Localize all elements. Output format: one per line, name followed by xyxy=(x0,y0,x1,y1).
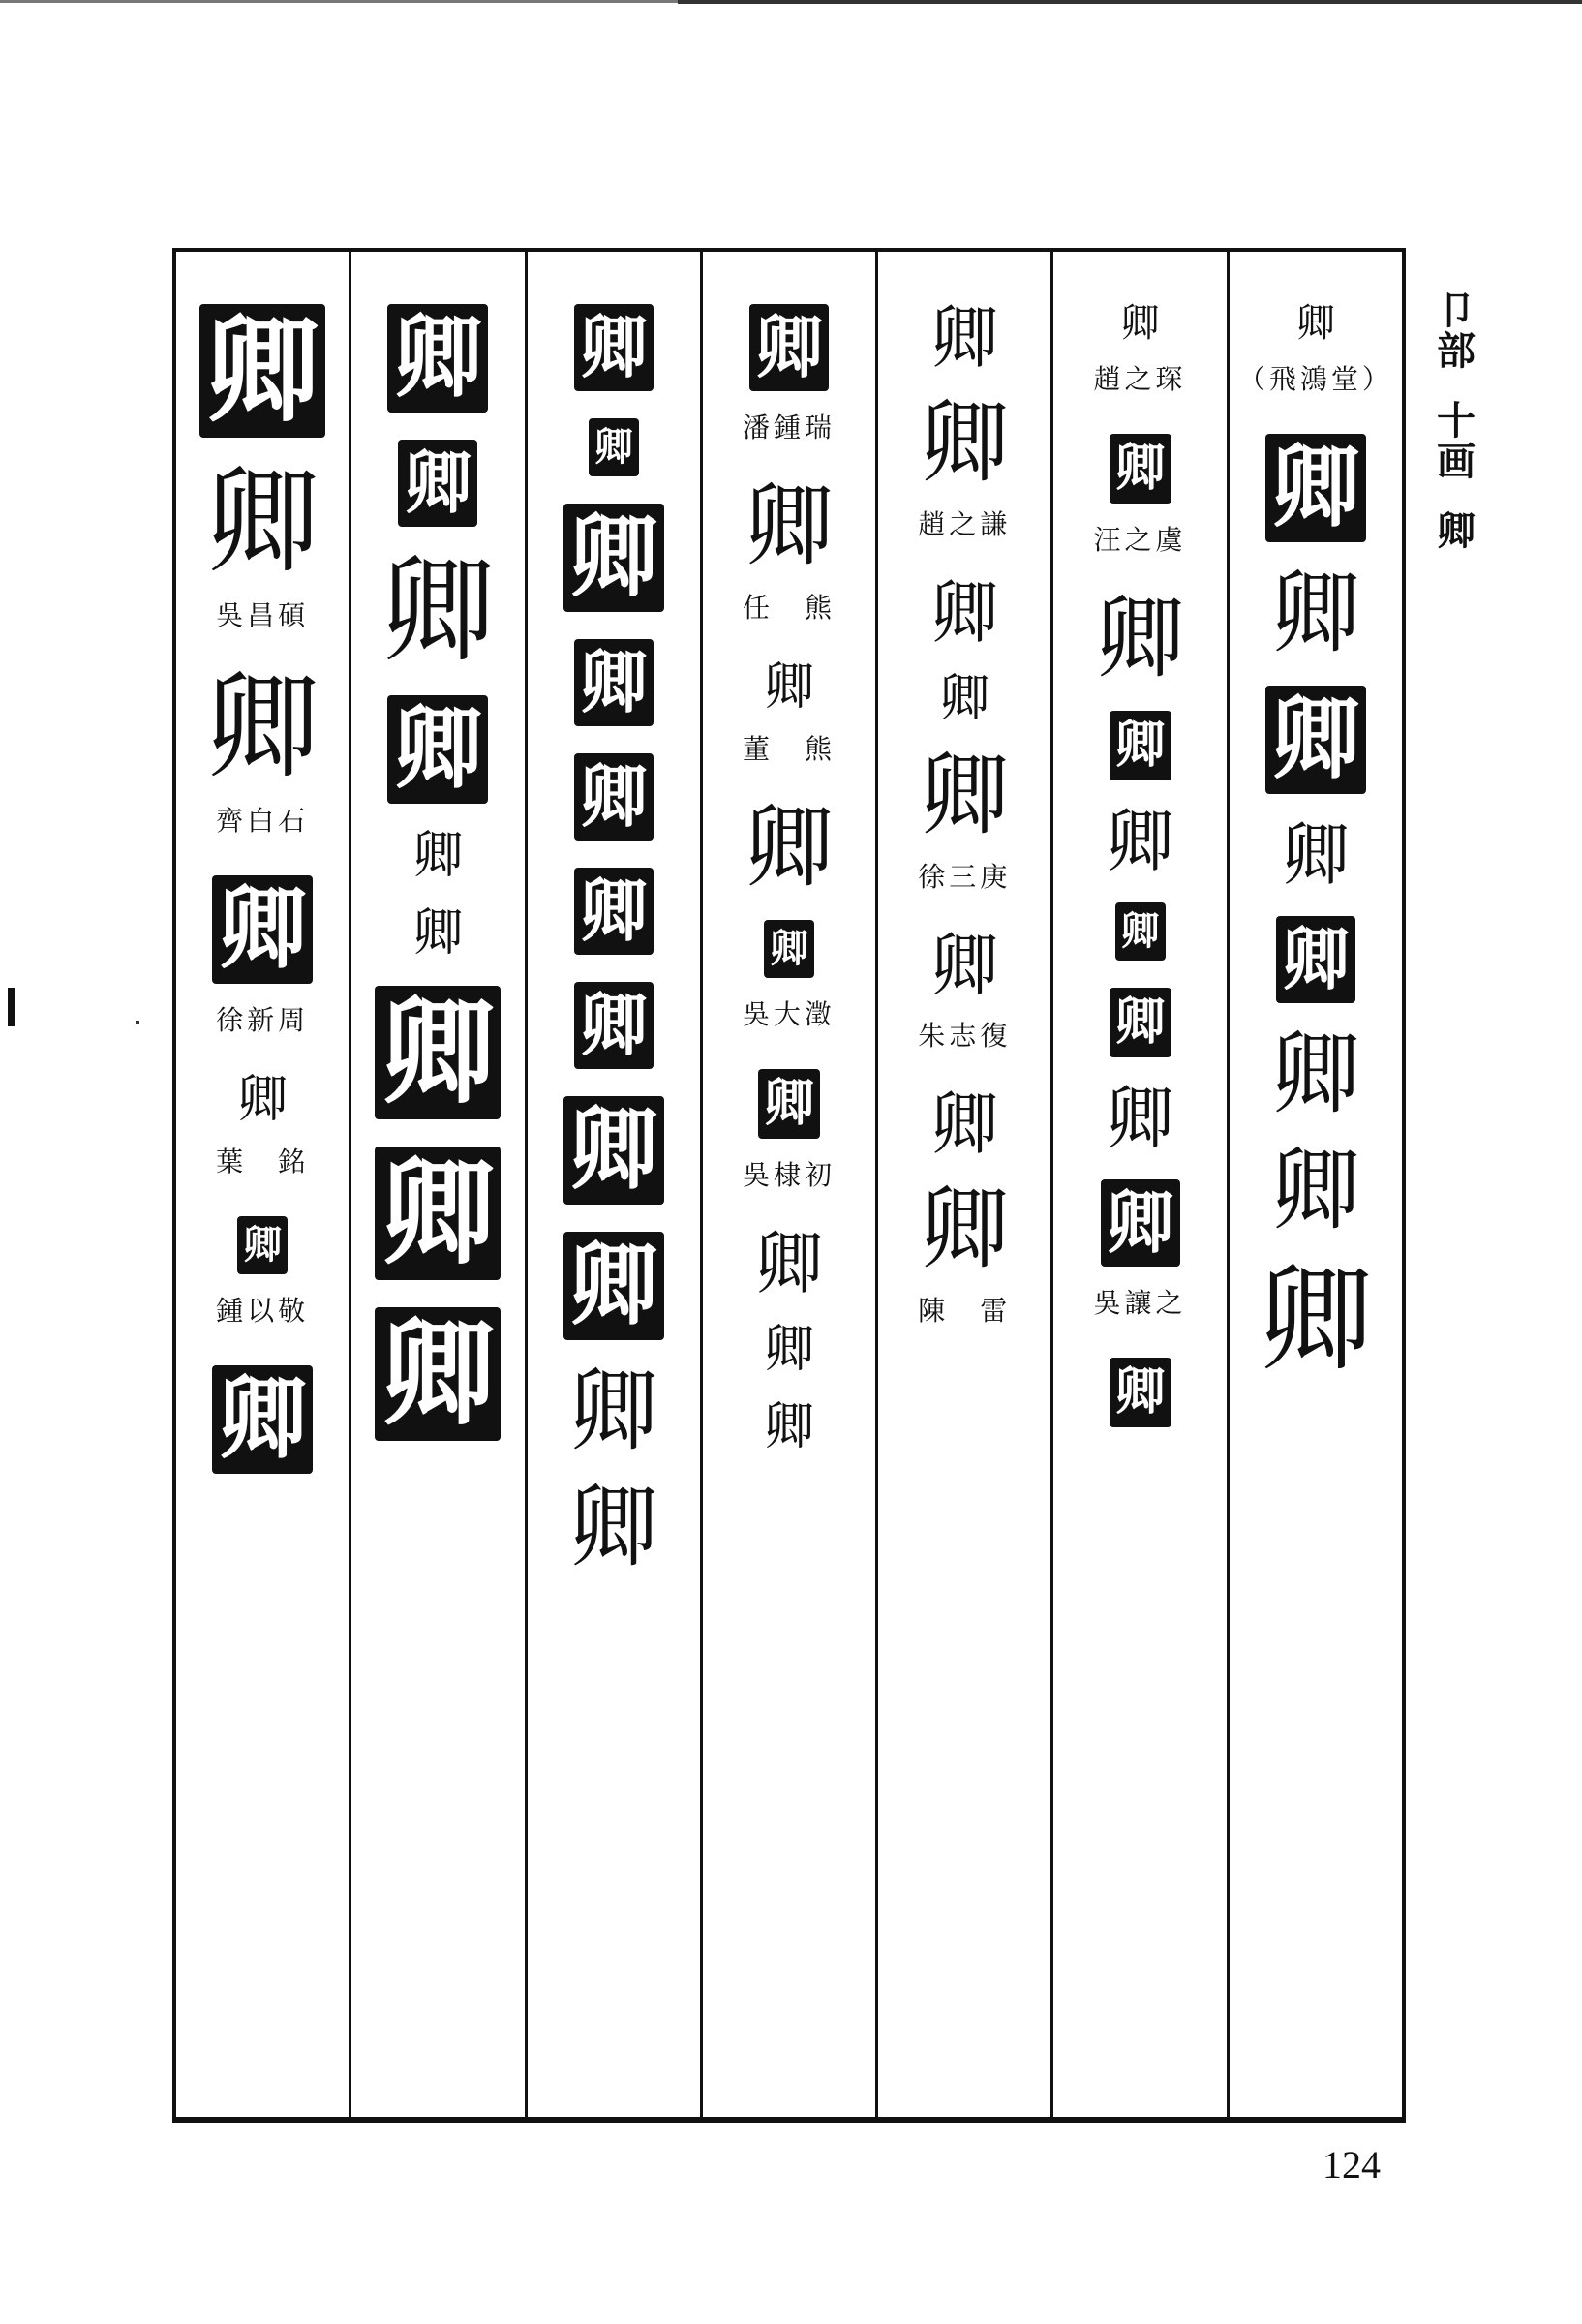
seal-impression xyxy=(1265,434,1366,542)
seal-impression xyxy=(930,573,999,653)
seal-glyph: 卿 xyxy=(758,1069,820,1139)
seal-carver-name: 董 熊 xyxy=(742,733,836,765)
seal-impression xyxy=(563,1096,664,1205)
seal-impression xyxy=(199,304,325,438)
seal-glyph: 卿 xyxy=(1110,1358,1171,1427)
seal-impression xyxy=(237,1216,288,1274)
seal-glyph: 卿 xyxy=(563,1232,664,1340)
seal-carver-name: 趙之謙 xyxy=(918,508,1012,540)
seal-glyph: 卿 xyxy=(563,1096,664,1205)
seal-impression xyxy=(930,298,999,378)
seal-impression xyxy=(758,1069,820,1139)
seal-impression xyxy=(212,1365,313,1474)
seal-glyph: 卿 xyxy=(412,827,464,885)
seal-glyph: 卿 xyxy=(574,982,654,1069)
seal-impression xyxy=(1110,1358,1171,1427)
seal-glyph: 卿 xyxy=(930,298,999,378)
seal-glyph: 卿 xyxy=(237,1216,288,1274)
seal-glyph: 卿 xyxy=(1265,434,1366,542)
seal-column-2 xyxy=(349,252,524,2117)
seal-carver-name: 徐新周 xyxy=(216,1004,310,1036)
seal-impression xyxy=(387,304,488,413)
seal-impression xyxy=(1120,301,1160,346)
seal-glyph: 卿 xyxy=(930,573,999,653)
seal-impression xyxy=(1110,434,1171,504)
seal-glyph: 卿 xyxy=(1106,1079,1174,1158)
seal-impression xyxy=(574,753,654,841)
page-number: 124 xyxy=(1323,2143,1381,2186)
seal-impression xyxy=(375,986,501,1119)
seal-glyph: 卿 xyxy=(763,1398,814,1456)
seal-glyph: 卿 xyxy=(574,304,654,391)
seal-glyph: 卿 xyxy=(1281,815,1350,895)
seal-glyph: 卿 xyxy=(1101,1179,1180,1267)
seal-column-3 xyxy=(525,252,700,2117)
seal-impression xyxy=(1106,1079,1174,1158)
seal-impression xyxy=(380,544,496,678)
seal-impression xyxy=(574,982,654,1069)
seal-impression xyxy=(398,440,477,527)
radical-index xyxy=(1429,290,1483,552)
seal-impression xyxy=(205,455,320,589)
seal-glyph: 卿 xyxy=(563,504,664,612)
seal-glyph: 卿 xyxy=(574,639,654,726)
seal-impression xyxy=(744,474,834,578)
seal-glyph: 卿 xyxy=(920,391,1010,495)
stroke-count-unit: 画 xyxy=(1437,440,1476,484)
seal-impression xyxy=(574,868,654,955)
seal-impression xyxy=(1281,815,1350,895)
seal-glyph: 卿 xyxy=(199,304,325,438)
seal-glyph: 卿 xyxy=(764,920,814,978)
seal-impression xyxy=(1265,686,1366,794)
seal-glyph: 卿 xyxy=(387,695,488,804)
seal-carver-name: 葉 銘 xyxy=(216,1146,310,1177)
seal-carver-name: 吳昌碩 xyxy=(216,599,310,631)
seal-glyph: 卿 xyxy=(574,753,654,841)
seal-glyph: 卿 xyxy=(1110,988,1171,1057)
seal-impression xyxy=(763,1398,814,1456)
seal-impression xyxy=(749,304,829,391)
seal-impression xyxy=(744,796,834,900)
scan-margin-mark xyxy=(8,988,15,1026)
seal-impression xyxy=(1101,1179,1180,1267)
seal-glyph: 卿 xyxy=(387,304,488,413)
seal-glyph: 卿 xyxy=(930,1085,999,1164)
seal-glyph: 卿 xyxy=(920,1177,1010,1281)
seal-glyph: 卿 xyxy=(568,1476,658,1579)
seal-impression xyxy=(764,920,814,978)
seal-glyph: 卿 xyxy=(1276,916,1355,1003)
seal-impression xyxy=(1270,562,1360,665)
seal-impression xyxy=(574,304,654,391)
seal-carver-name: 潘鍾瑞 xyxy=(742,412,836,443)
seal-column-1 xyxy=(176,252,349,2117)
seal-column-6 xyxy=(1050,252,1226,2117)
seal-impression xyxy=(568,1476,658,1579)
seal-glyph: 卿 xyxy=(412,904,464,963)
seal-glyph: 卿 xyxy=(1270,1023,1360,1126)
seal-glyph: 卿 xyxy=(1270,562,1360,665)
seal-glyph: 卿 xyxy=(1106,802,1174,881)
seal-carver-name: 齊白石 xyxy=(216,805,310,837)
scan-speck xyxy=(136,1021,139,1024)
seal-impression xyxy=(1110,988,1171,1057)
seal-impression xyxy=(212,875,313,984)
seal-carver-name: 朱志復 xyxy=(918,1020,1012,1052)
seal-impression xyxy=(1258,1253,1373,1387)
seal-carver-name: 汪之虞 xyxy=(1093,524,1187,556)
seal-glyph: 卿 xyxy=(574,868,654,955)
seal-glyph: 卿 xyxy=(205,455,320,589)
seal-impression xyxy=(574,639,654,726)
seal-glyph: 卿 xyxy=(212,875,313,984)
seal-glyph: 卿 xyxy=(375,1307,501,1441)
seal-glyph: 卿 xyxy=(237,1071,289,1129)
seal-glyph: 卿 xyxy=(744,474,834,578)
seal-impression xyxy=(1115,902,1166,961)
entry-character: 卿 xyxy=(1437,509,1476,554)
seal-impression xyxy=(412,904,464,963)
seal-carver-name: 吳大澂 xyxy=(742,998,836,1030)
seal-glyph: 卿 xyxy=(589,418,639,476)
seal-impression xyxy=(939,670,990,728)
seal-glyph: 卿 xyxy=(744,796,834,900)
seal-impression xyxy=(375,1147,501,1280)
seal-impression xyxy=(568,1360,658,1463)
seal-glyph: 卿 xyxy=(1295,301,1335,346)
seal-glyph: 卿 xyxy=(1270,1139,1360,1242)
seal-glyph: 卿 xyxy=(398,440,477,527)
seal-glyph: 卿 xyxy=(930,926,999,1005)
seal-impression xyxy=(920,391,1010,495)
seal-impression xyxy=(754,1224,823,1303)
seal-carver-name: 陳 雷 xyxy=(918,1295,1012,1327)
seal-carver-name: 吳棣初 xyxy=(742,1159,836,1191)
seal-column-7 xyxy=(1227,252,1402,2117)
seal-impression xyxy=(387,695,488,804)
seal-impression xyxy=(1110,711,1171,780)
top-edge-rule-dark xyxy=(678,0,1582,4)
seal-glyph: 卿 xyxy=(380,544,496,678)
seal-glyph: 卿 xyxy=(375,1147,501,1280)
seal-impression xyxy=(1095,587,1185,690)
seal-glyph: 卿 xyxy=(939,670,990,728)
seal-impression xyxy=(589,418,639,476)
seal-impression xyxy=(763,1321,814,1379)
seal-glyph: 卿 xyxy=(749,304,829,391)
seal-impression xyxy=(920,1177,1010,1281)
seal-impression xyxy=(563,504,664,612)
seal-carver-name: 任 熊 xyxy=(742,592,836,624)
seal-impression xyxy=(237,1071,289,1129)
seal-glyph: 卿 xyxy=(920,744,1010,847)
seal-impression xyxy=(763,658,814,717)
seal-column-4 xyxy=(700,252,875,2117)
seal-carver-name: 鍾以敬 xyxy=(216,1295,310,1327)
seal-glyph: 卿 xyxy=(1095,587,1185,690)
seal-glyph: 卿 xyxy=(1115,902,1166,961)
seal-impression xyxy=(205,660,320,794)
seal-impression xyxy=(930,926,999,1005)
seal-glyph: 卿 xyxy=(1120,301,1160,346)
seal-glyph: 卿 xyxy=(763,1321,814,1379)
seal-glyph: 卿 xyxy=(568,1360,658,1463)
seal-glyph: 卿 xyxy=(1110,711,1171,780)
seal-glyph: 卿 xyxy=(1258,1253,1373,1387)
seal-table xyxy=(172,248,1406,2123)
radical-char: 卩 xyxy=(1437,289,1476,333)
radical-suffix: 部 xyxy=(1437,329,1476,374)
seal-glyph: 卿 xyxy=(1110,434,1171,504)
stroke-count-ten: 十 xyxy=(1437,399,1476,443)
seal-glyph: 卿 xyxy=(205,660,320,794)
seal-impression xyxy=(375,1307,501,1441)
seal-impression xyxy=(930,1085,999,1164)
seal-carver-name: 吳讓之 xyxy=(1093,1287,1187,1319)
seal-impression xyxy=(1270,1023,1360,1126)
seal-glyph: 卿 xyxy=(1265,686,1366,794)
seal-glyph: 卿 xyxy=(754,1224,823,1303)
seal-impression xyxy=(1295,301,1335,346)
seal-impression xyxy=(412,827,464,885)
seal-impression xyxy=(1270,1139,1360,1242)
seal-carver-name: 徐三庚 xyxy=(918,861,1012,893)
seal-carver-name: （飛鴻堂） xyxy=(1237,363,1393,395)
seal-impression xyxy=(1276,916,1355,1003)
seal-impression xyxy=(1106,802,1174,881)
seal-glyph: 卿 xyxy=(763,658,814,717)
seal-impression xyxy=(920,744,1010,847)
seal-glyph: 卿 xyxy=(212,1365,313,1474)
seal-glyph: 卿 xyxy=(375,986,501,1119)
seal-impression xyxy=(563,1232,664,1340)
seal-carver-name: 趙之琛 xyxy=(1093,363,1187,395)
seal-column-5 xyxy=(875,252,1050,2117)
